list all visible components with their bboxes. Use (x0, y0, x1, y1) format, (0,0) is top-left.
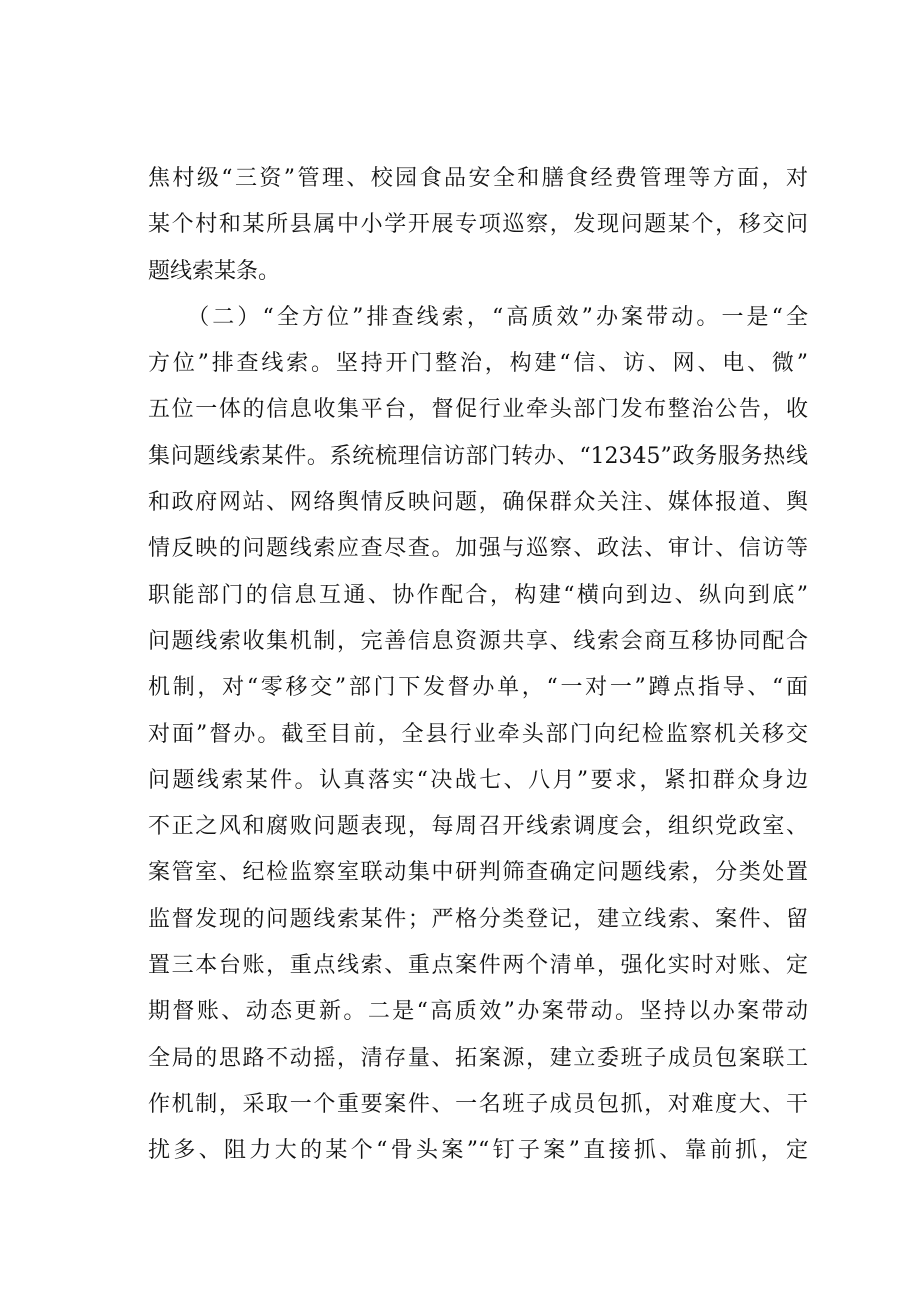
text-line: 题线索某条。 (148, 258, 281, 284)
text-line: 集问题线索某件。系统梳理信访部门转办、“12345”政务服务热线 (148, 443, 808, 469)
text-line: 期督账、动态更新。二是“高质效”办案带动。坚持以办案带动 (148, 999, 808, 1025)
text-line: 职能部门的信息互通、协作配合，构建“横向到边、纵向到底” (148, 582, 808, 608)
text-line: 问题线索收集机制，完善信息资源共享、线索会商互移协同配合 (148, 628, 808, 654)
text-line: 置三本台账，重点线索、重点案件两个清单，强化实时对账、定 (148, 953, 808, 979)
text-line: 不正之风和腐败问题表现，每周召开线索调度会，组织党政室、 (148, 814, 808, 840)
text-line: 和政府网站、网络舆情反映问题，确保群众关注、媒体报道、舆 (148, 490, 808, 516)
text-line: 案管室、纪检监察室联动集中研判筛查确定问题线索，分类处置 (148, 860, 808, 886)
body-text (148, 156, 808, 1175)
text-line: 方位”排查线索。坚持开门整治，构建“信、访、网、电、微” (148, 351, 808, 377)
text-line: 五位一体的信息收集平台，督促行业牵头部门发布整治公告，收 (148, 397, 808, 423)
text-line: 焦村级“三资”管理、校园食品安全和膳食经费管理等方面，对 (148, 166, 808, 191)
text-line: 监督发现的问题线索某件；严格分类登记，建立线索、案件、留 (148, 906, 808, 932)
text-line: 某个村和某所县属中小学开展专项巡察，发现问题某个，移交问 (148, 212, 808, 238)
text-line: 情反映的问题线索应查尽查。加强与巡察、政法、审计、信访等 (148, 536, 808, 562)
text-line: （二）“全方位”排查线索，“高质效”办案带动。一是“全 (148, 304, 808, 330)
text-line: 机制，对“零移交”部门下发督办单，“一对一”蹲点指导、“面 (148, 675, 808, 701)
text-line: 扰多、阻力大的某个“骨头案”“钉子案”直接抓、靠前抓，定 (148, 1138, 808, 1164)
text-line: 作机制，采取一个重要案件、一名班子成员包抓，对难度大、干 (148, 1091, 808, 1117)
text-line: 问题线索某件。认真落实“决战七、八月”要求，紧扣群众身边 (148, 767, 808, 793)
text-line: 全局的思路不动摇，清存量、拓案源，建立委班子成员包案联工 (148, 1045, 808, 1071)
text-line: 对面”督办。截至目前，全县行业牵头部门向纪检监察机关移交 (148, 721, 808, 747)
